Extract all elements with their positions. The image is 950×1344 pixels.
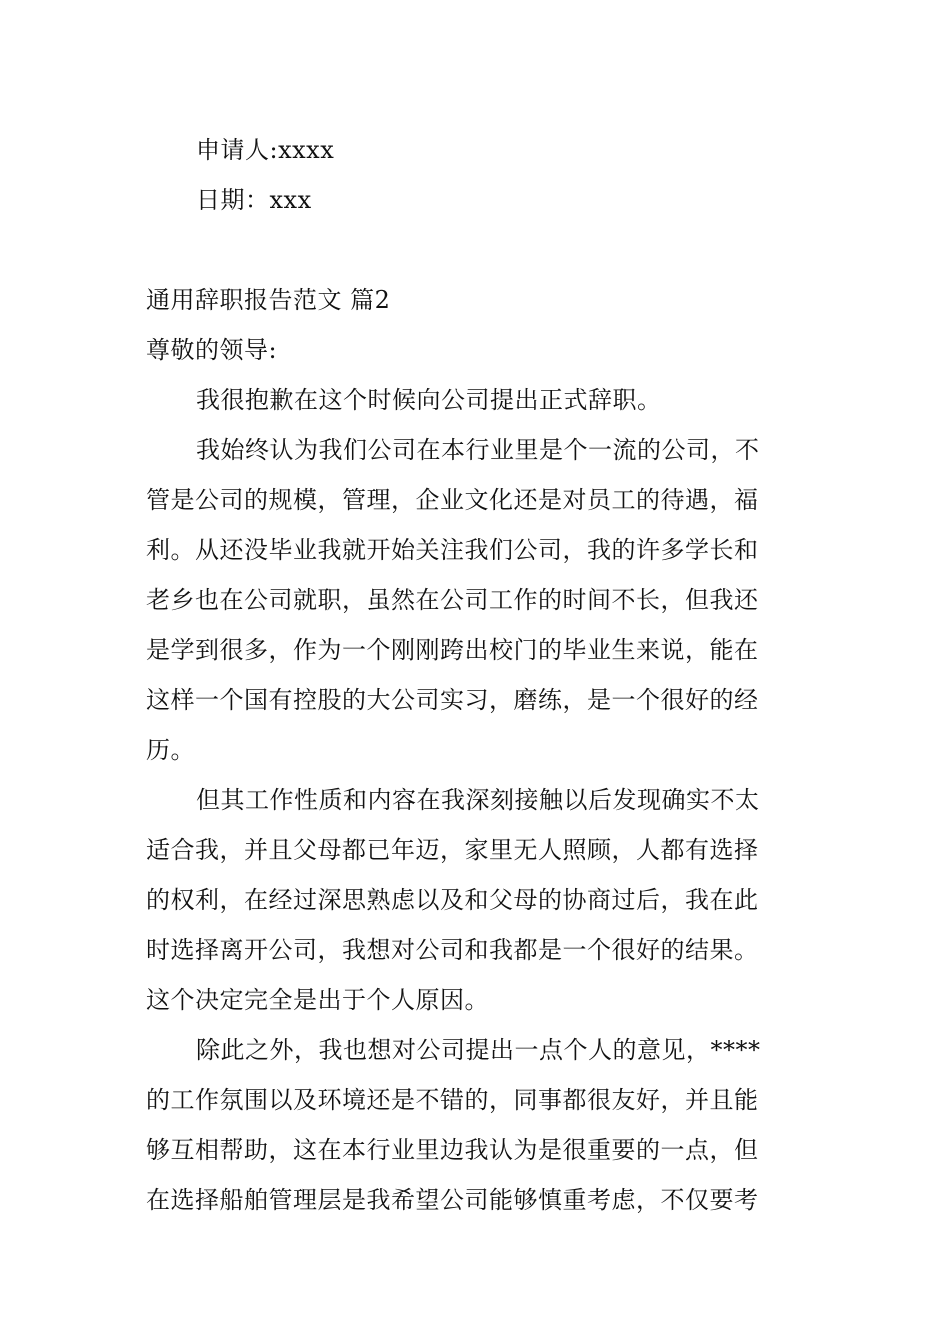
paragraph-line: 老乡也在公司就职，虽然在公司工作的时间不长，但我还 <box>146 586 759 614</box>
paragraph-line: 管是公司的规模，管理，企业文化还是对员工的待遇，福 <box>146 486 759 514</box>
paragraph-line: 时选择离开公司，我想对公司和我都是一个很好的结果。 <box>146 936 759 964</box>
paragraph-line: 这个决定完全是出于个人原因。 <box>146 986 489 1014</box>
paragraph-line: 但其工作性质和内容在我深刻接触以后发现确实不太 <box>196 786 760 814</box>
paragraph-line: 我始终认为我们公司在本行业里是个一流的公司，不 <box>196 436 760 464</box>
paragraph-line: 历。 <box>146 736 195 764</box>
paragraph-line: 是学到很多，作为一个刚刚跨出校门的毕业生来说，能在 <box>146 636 759 664</box>
paragraph-line: 适合我，并且父母都已年迈，家里无人照顾，人都有选择 <box>146 836 759 864</box>
salutation: 尊敬的领导: <box>146 336 278 364</box>
paragraph-line: 除此之外，我也想对公司提出一点个人的意见，**** <box>196 1036 761 1064</box>
paragraph-line: 我很抱歉在这个时候向公司提出正式辞职。 <box>196 386 662 414</box>
paragraph-line: 这样一个国有控股的大公司实习，磨练，是一个很好的经 <box>146 686 759 714</box>
date-line: 日期：xxx <box>196 186 312 214</box>
paragraph-line: 的工作氛围以及环境还是不错的，同事都很友好，并且能 <box>146 1086 759 1114</box>
paragraph-line: 在选择船舶管理层是我希望公司能够慎重考虑，不仅要考 <box>146 1186 759 1214</box>
paragraph-line: 的权利，在经过深思熟虑以及和父母的协商过后，我在此 <box>146 886 759 914</box>
paragraph-line: 够互相帮助，这在本行业里边我认为是很重要的一点，但 <box>146 1136 759 1164</box>
paragraph-line: 利。从还没毕业我就开始关注我们公司，我的许多学长和 <box>146 536 759 564</box>
applicant-line: 申请人:xxxx <box>196 136 335 164</box>
section-title: 通用辞职报告范文 篇2 <box>146 286 391 314</box>
